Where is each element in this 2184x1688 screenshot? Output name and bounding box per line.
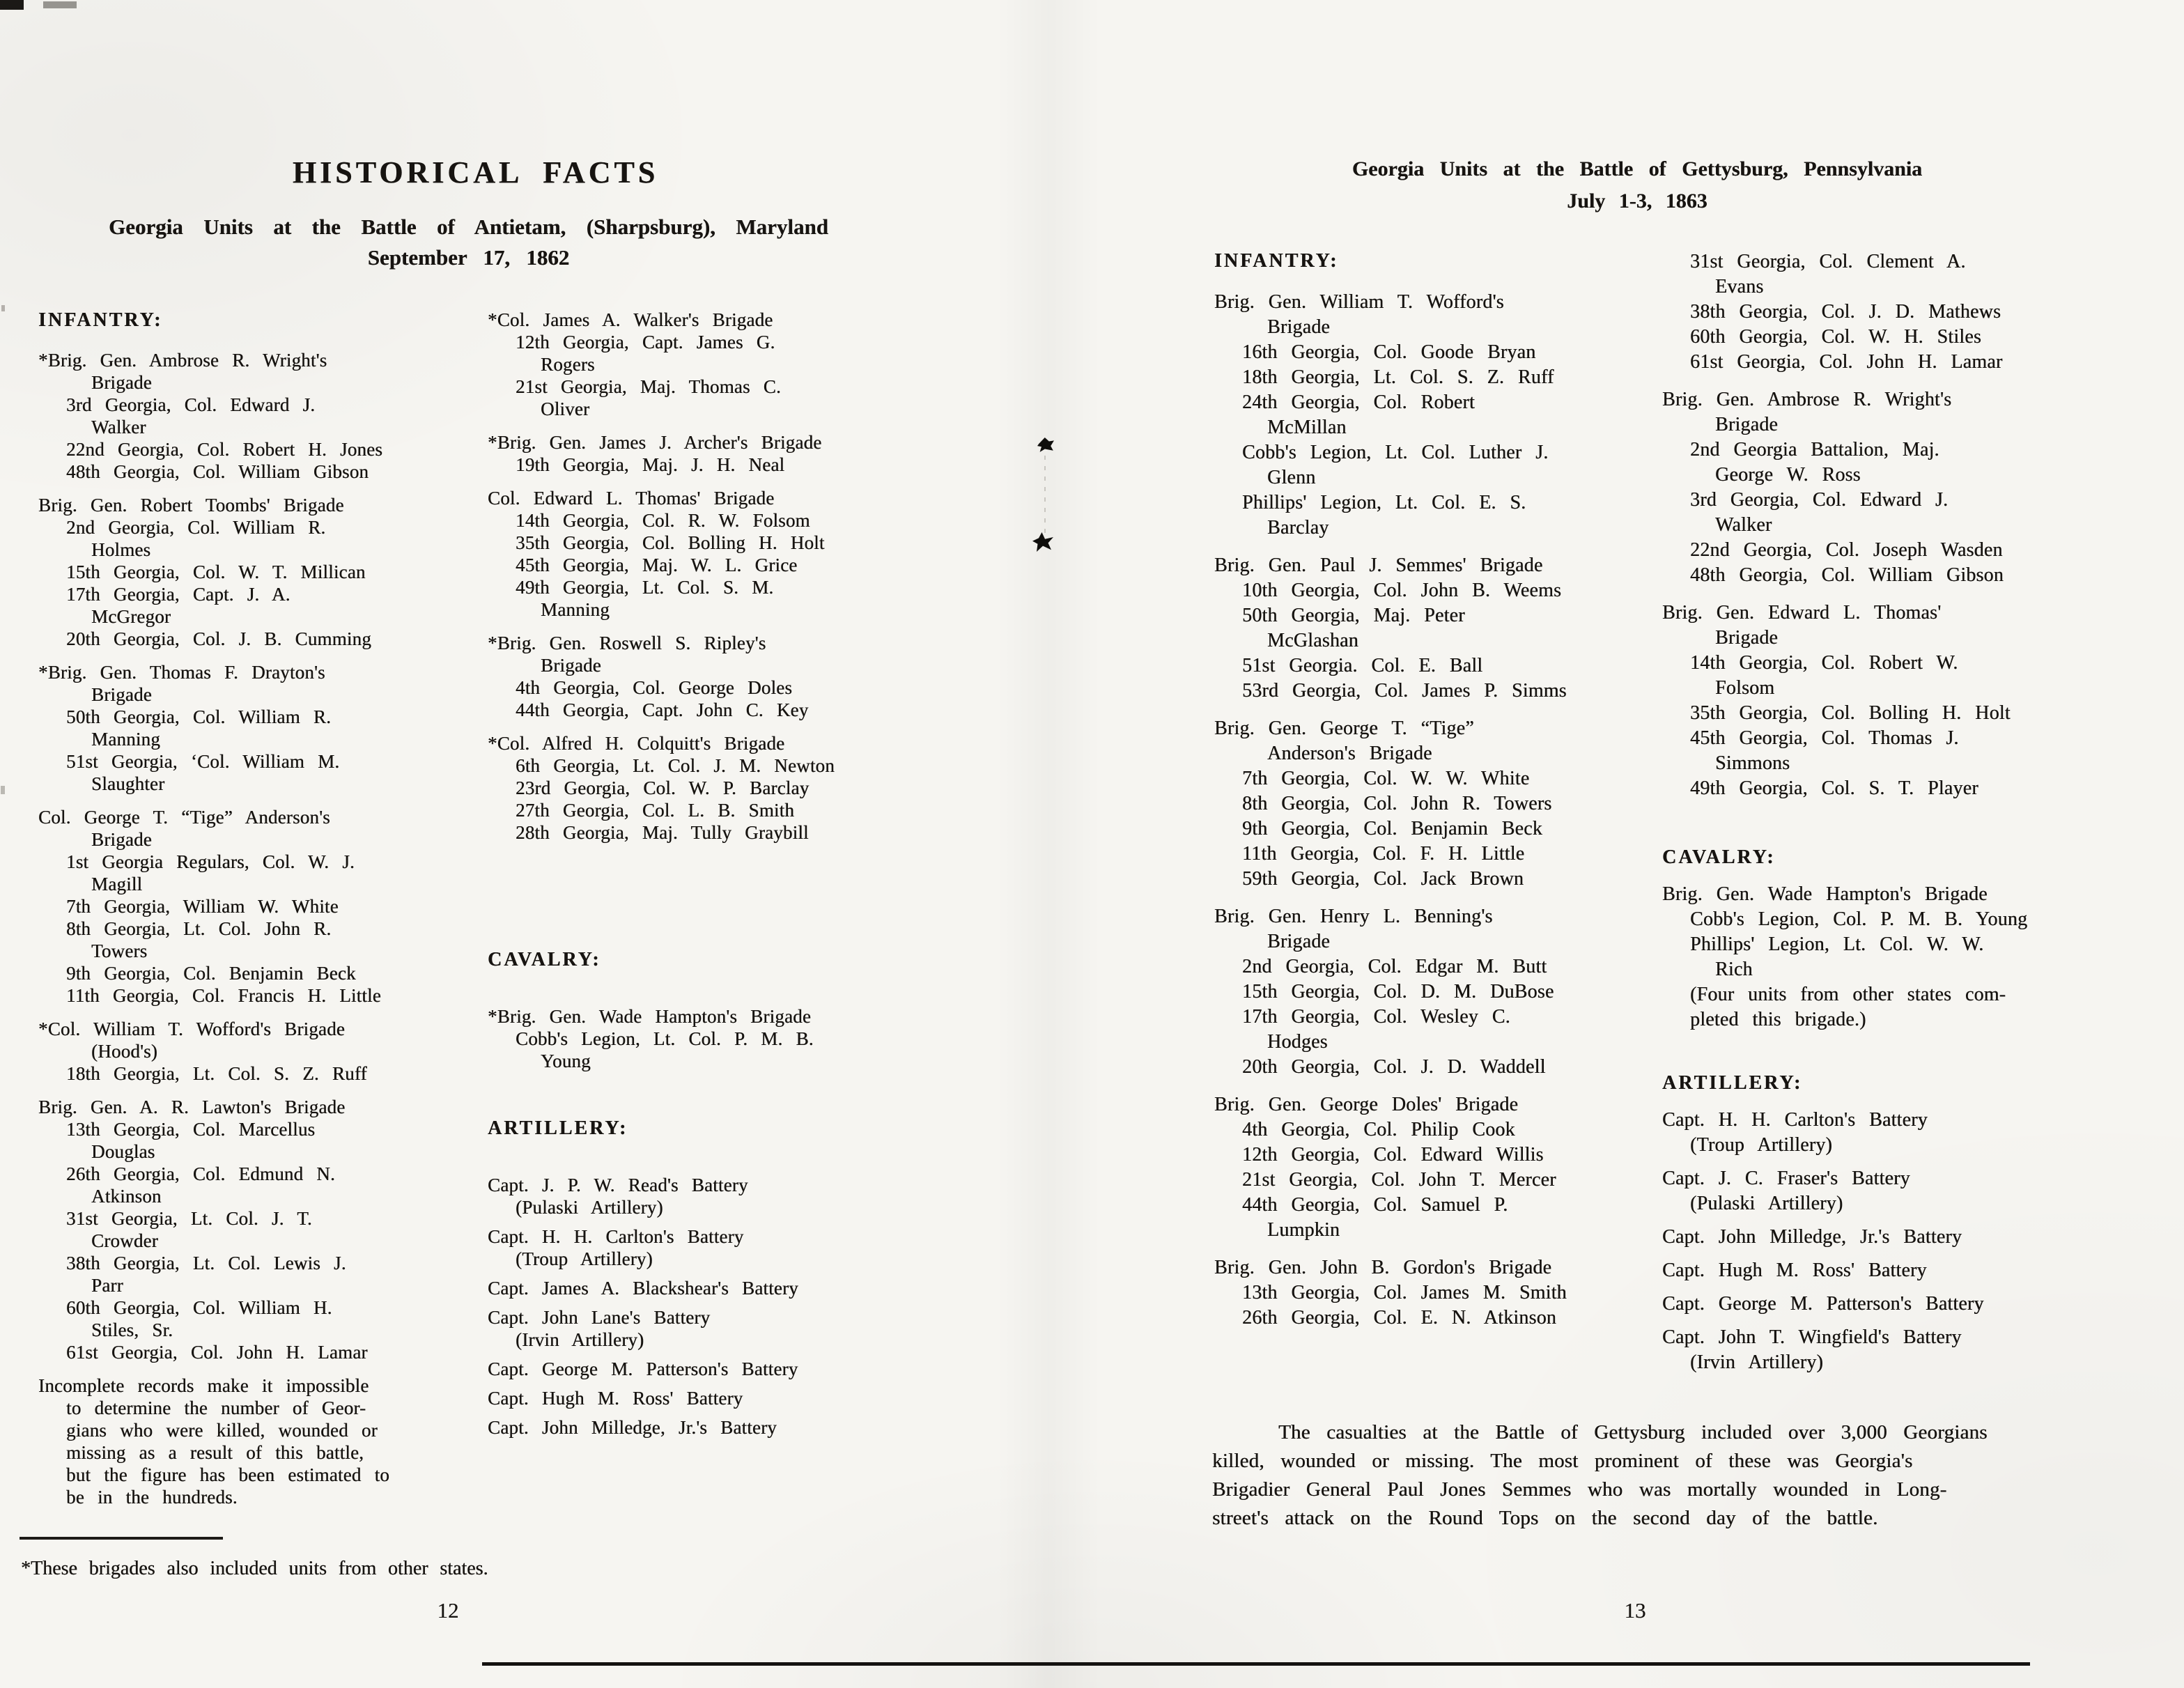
unit-line: Cobb's Legion, Col. P. M. B. Young <box>1690 908 2028 930</box>
unit-line-continuation: Crowder <box>91 1230 158 1251</box>
unit-line: 38th Georgia, Lt. Col. Lewis J. <box>66 1253 346 1273</box>
battery-entry-line: Capt. George M. Patterson's Battery <box>488 1358 798 1379</box>
unit-line: 18th Georgia, Lt. Col. S. Z. Ruff <box>66 1063 367 1084</box>
battery-entry <box>1662 1108 2101 1158</box>
brigade-head-continuation: Brigade <box>541 655 601 676</box>
brigade-head: Brig. Gen. Paul J. Semmes' Brigade <box>1214 555 1543 576</box>
brigade-group <box>1662 249 2101 375</box>
battery-entry-line: Capt. J. C. Fraser's Battery <box>1662 1168 1910 1189</box>
closing-paragraph-line: Brigadier General Paul Jones Semmes who was mortally wounded in Long- <box>1212 1478 1947 1501</box>
unit-line: 61st Georgia, Col. John H. Lamar <box>1690 351 2003 373</box>
brigade-head: *Brig. Gen. Wade Hampton's Brigade <box>488 1006 812 1027</box>
brigade-group <box>1662 387 2101 588</box>
unit-line: 22nd Georgia, Col. Robert H. Jones <box>66 439 383 460</box>
unit-line: pleted this brigade.) <box>1690 1009 1866 1030</box>
battery-entry-line: Capt. John Milledge, Jr.'s Battery <box>1662 1226 1962 1248</box>
unit-line: 4th Georgia, Col. Philip Cook <box>1242 1119 1515 1140</box>
brigade-head: *Col. William T. Wofford's Brigade <box>38 1019 345 1039</box>
brigade-head: Brig. Gen. George Doles' Brigade <box>1214 1094 1519 1115</box>
unit-line: 12th Georgia, Col. Edward Willis <box>1242 1144 1544 1166</box>
unit-line: 49th Georgia, Col. S. T. Player <box>1690 777 1978 799</box>
brigade-head: Brig. Gen. John B. Gordon's Brigade <box>1214 1257 1552 1278</box>
unit-line: 35th Georgia, Col. Bolling H. Holt <box>516 532 825 553</box>
closing-paragraph <box>1212 1418 2076 1533</box>
unit-line: 11th Georgia, Col. Francis H. Little <box>66 985 381 1006</box>
footnote: *These brigades also included units from other states. <box>21 1558 488 1579</box>
unit-line: 27th Georgia, Col. L. B. Smith <box>516 800 795 821</box>
brigade-head-continuation: (Hood's) <box>91 1041 157 1062</box>
unit-line: Phillips' Legion, Lt. Col. E. S. <box>1242 492 1526 513</box>
battery-entry-continuation: (Irvin Artillery) <box>516 1329 644 1350</box>
paragraph-line: to determine the number of Geor- <box>66 1397 366 1418</box>
brigade-head: *Brig. Gen. Roswell S. Ripley's <box>488 633 766 653</box>
brigade-head: Col. George T. “Tige” Anderson's <box>38 807 330 828</box>
section-heading-label: ARTILLERY: <box>1662 1072 1803 1094</box>
brigade-head: *Col. James A. Walker's Brigade <box>488 309 773 330</box>
brigade-head-continuation: Brigade <box>1715 414 1779 435</box>
unit-line: 15th Georgia, Col. W. T. Millican <box>66 562 366 582</box>
unit-line-continuation: George W. Ross <box>1715 464 1861 486</box>
scan-corner-mark-2 <box>43 1 77 8</box>
ink-blot-trail <box>1044 456 1046 534</box>
brigade-head: Brig. Gen. William T. Wofford's <box>1214 291 1504 313</box>
unit-line: 23rd Georgia, Col. W. P. Barclay <box>516 777 810 798</box>
unit-line-continuation: Rich <box>1715 959 1753 980</box>
battery-entry-line: Capt. George M. Patterson's Battery <box>1662 1293 1984 1315</box>
unit-line-continuation: Towers <box>91 940 148 961</box>
unit-line-continuation: Manning <box>541 599 610 620</box>
section-heading <box>1662 1071 2101 1095</box>
page-number-left: 12 <box>437 1598 459 1623</box>
brigade-group <box>1214 904 1653 1080</box>
unit-line: 60th Georgia, Col. W. H. Stiles <box>1690 326 1981 348</box>
unit-line-continuation: Simmons <box>1715 752 1790 774</box>
brigade-head: *Brig. Gen. Thomas F. Drayton's <box>38 662 325 683</box>
unit-line-continuation: Douglas <box>91 1141 155 1162</box>
unit-line: 13th Georgia, Col. James M. Smith <box>1242 1282 1567 1303</box>
unit-line-continuation: Rogers <box>541 354 595 375</box>
unit-line: 48th Georgia, Col. William Gibson <box>66 461 369 482</box>
brigade-group <box>1662 882 2101 1032</box>
unit-line: 53rd Georgia, Col. James P. Simms <box>1242 680 1567 702</box>
battery-entry-continuation: (Troup Artillery) <box>1690 1134 1832 1156</box>
unit-line: 11th Georgia, Col. F. H. Little <box>1242 843 1525 865</box>
unit-line: 22nd Georgia, Col. Joseph Wasden <box>1690 539 2003 561</box>
bottom-scan-line <box>482 1662 2030 1666</box>
unit-line: 51st Georgia, ‘Col. William M. <box>66 751 340 772</box>
unit-line-continuation: Walker <box>1715 514 1772 536</box>
unit-line: 3rd Georgia, Col. Edward J. <box>66 394 316 415</box>
left-page-subtitle-line1: Georgia Units at the Battle of Antietam, (Sharpsburg), Maryland <box>109 215 828 239</box>
unit-line-continuation: Holmes <box>91 539 151 560</box>
brigade-head: *Brig. Gen. James J. Archer's Brigade <box>488 432 822 453</box>
brigade-group <box>1214 716 1653 892</box>
battery-entry-line: Capt. Hugh M. Ross' Battery <box>1662 1260 1927 1281</box>
unit-line: 2nd Georgia Battalion, Maj. <box>1690 439 1939 460</box>
battery-entry <box>1662 1225 2101 1250</box>
unit-line: 1st Georgia Regulars, Col. W. J. <box>66 851 355 872</box>
unit-line: 7th Georgia, Col. W. W. White <box>1242 768 1530 789</box>
brigade-group <box>1214 1092 1653 1243</box>
unit-line: 48th Georgia, Col. William Gibson <box>1690 564 2004 586</box>
scan-speck <box>1 305 5 311</box>
battery-entry-line: Capt. Hugh M. Ross' Battery <box>488 1388 743 1409</box>
unit-line: 26th Georgia, Col. Edmund N. <box>66 1163 335 1184</box>
unit-line: 2nd Georgia, Col. William R. <box>66 517 326 538</box>
brigade-head: Brig. Gen. George T. “Tige” <box>1214 718 1474 739</box>
unit-line: 13th Georgia, Col. Marcellus <box>66 1119 316 1140</box>
paragraph-line: Incomplete records make it impossible <box>38 1375 369 1396</box>
unit-line-continuation: Barclay <box>1267 517 1329 539</box>
unit-line: 20th Georgia, Col. J. B. Cumming <box>66 628 371 649</box>
unit-line-continuation: Glenn <box>1267 467 1316 488</box>
unit-line: Cobb's Legion, Lt. Col. P. M. B. <box>516 1028 814 1049</box>
right-page-title-line2: July 1-3, 1863 <box>1567 189 1707 212</box>
unit-line: 20th Georgia, Col. J. D. Waddell <box>1242 1056 1546 1078</box>
brigade-head-continuation: Brigade <box>1267 316 1331 338</box>
unit-line: 49th Georgia, Lt. Col. S. M. <box>516 577 774 598</box>
brigade-group <box>1214 1255 1653 1331</box>
unit-line-continuation: Young <box>541 1051 591 1071</box>
brigade-group <box>1214 553 1653 704</box>
unit-line: 61st Georgia, Col. John H. Lamar <box>66 1342 368 1363</box>
unit-line: 19th Georgia, Maj. J. H. Neal <box>516 454 785 475</box>
unit-line-continuation: Folsom <box>1715 677 1775 699</box>
page-number-right: 13 <box>1624 1598 1646 1623</box>
unit-line: 14th Georgia, Col. R. W. Folsom <box>516 510 810 531</box>
brigade-head: Brig. Gen. Robert Toombs' Brigade <box>38 495 344 516</box>
gutter-shadow <box>996 0 1101 1688</box>
brigade-head-continuation: Brigade <box>1715 627 1779 649</box>
unit-line: 14th Georgia, Col. Robert W. <box>1690 652 1958 674</box>
unit-line-continuation: Stiles, Sr. <box>91 1319 173 1340</box>
brigade-head: *Brig. Gen. Ambrose R. Wright's <box>38 350 327 371</box>
right-page-column-2 <box>1662 249 2101 1384</box>
unit-line: 3rd Georgia, Col. Edward J. <box>1690 489 1949 511</box>
closing-paragraph-line: street's attack on the Round Tops on the second day of the battle. <box>1212 1507 1878 1529</box>
unit-line: 18th Georgia, Lt. Col. S. Z. Ruff <box>1242 366 1554 388</box>
section-heading-label: ARTILLERY: <box>488 1117 628 1139</box>
unit-line-continuation: Evans <box>1715 276 1764 297</box>
brigade-group <box>1662 601 2101 801</box>
scan-corner-mark <box>0 0 24 10</box>
unit-line: 31st Georgia, Lt. Col. J. T. <box>66 1208 312 1229</box>
paragraph-line: be in the hundreds. <box>66 1487 238 1508</box>
unit-line-continuation: Lumpkin <box>1267 1219 1340 1241</box>
unit-line: 28th Georgia, Maj. Tully Graybill <box>516 822 809 843</box>
battery-entry-line: Capt. H. H. Carlton's Battery <box>488 1226 744 1247</box>
brigade-head: Brig. Gen. Wade Hampton's Brigade <box>1662 883 1988 905</box>
unit-line: 8th Georgia, Col. John R. Towers <box>1242 793 1552 814</box>
brigade-head: Brig. Gen. Edward L. Thomas' <box>1662 602 1942 624</box>
paragraph-line: but the figure has been estimated to <box>66 1464 389 1485</box>
unit-line: 10th Georgia, Col. John B. Weems <box>1242 580 1562 601</box>
unit-line: 38th Georgia, Col. J. D. Mathews <box>1690 301 2001 323</box>
section-heading-label: INFANTRY: <box>1214 250 1339 272</box>
unit-line: 60th Georgia, Col. William H. <box>66 1297 332 1318</box>
unit-line: (Four units from other states com- <box>1690 984 2006 1005</box>
unit-line: 35th Georgia, Col. Bolling H. Holt <box>1690 702 2011 724</box>
brigade-head: Brig. Gen. Ambrose R. Wright's <box>1662 389 1952 410</box>
unit-line-continuation: Oliver <box>541 398 590 419</box>
unit-line: 31st Georgia, Col. Clement A. <box>1690 251 1966 272</box>
section-heading-label: CAVALRY: <box>1662 846 1776 868</box>
unit-line-continuation: Manning <box>91 729 160 750</box>
unit-line: 45th Georgia, Maj. W. L. Grice <box>516 555 798 575</box>
unit-line: 51st Georgia. Col. E. Ball <box>1242 655 1483 676</box>
brigade-head: Brig. Gen. A. R. Lawton's Brigade <box>38 1097 346 1117</box>
unit-line: Phillips' Legion, Lt. Col. W. W. <box>1690 934 1984 955</box>
unit-line: 17th Georgia, Col. Wesley C. <box>1242 1006 1510 1028</box>
brigade-head-continuation: Brigade <box>91 372 152 393</box>
unit-line: 21st Georgia, Maj. Thomas C. <box>516 376 781 397</box>
brigade-head-continuation: Brigade <box>91 684 152 705</box>
unit-line-continuation: Walker <box>91 417 146 438</box>
unit-line: 44th Georgia, Capt. John C. Key <box>516 699 809 720</box>
right-page-title-line1: Georgia Units at the Battle of Gettysburg, Pennsylvania <box>1352 157 1923 180</box>
unit-line: 2nd Georgia, Col. Edgar M. Butt <box>1242 956 1547 977</box>
unit-line: 16th Georgia, Col. Goode Bryan <box>1242 341 1536 363</box>
battery-entry-line: Capt. James A. Blackshear's Battery <box>488 1278 798 1299</box>
unit-line: 8th Georgia, Lt. Col. John R. <box>66 918 332 939</box>
brigade-head: Brig. Gen. Henry L. Benning's <box>1214 906 1493 927</box>
battery-entry-line: Capt. H. H. Carlton's Battery <box>1662 1109 1928 1131</box>
battery-entry-line: Capt. John T. Wingfield's Battery <box>1662 1326 1962 1348</box>
unit-line-continuation: McGregor <box>91 606 171 627</box>
section-heading <box>1662 846 2101 869</box>
left-page-subtitle-line2: September 17, 1862 <box>367 245 570 270</box>
battery-entry-line: Capt. John Lane's Battery <box>488 1307 711 1328</box>
battery-entry-line: Capt. J. P. W. Read's Battery <box>488 1175 748 1195</box>
battery-entry-continuation: (Pulaski Artillery) <box>1690 1193 1843 1214</box>
unit-line-continuation: Atkinson <box>91 1186 162 1207</box>
unit-line: 50th Georgia, Col. William R. <box>66 706 332 727</box>
brigade-head: *Col. Alfred H. Colquitt's Brigade <box>488 733 785 754</box>
unit-line: 12th Georgia, Capt. James G. <box>516 332 775 353</box>
battery-entry-continuation: (Pulaski Artillery) <box>516 1197 663 1218</box>
scan-speck <box>1 786 5 794</box>
closing-paragraph-line: killed, wounded or missing. The most prominent of these was Georgia's <box>1212 1450 1913 1472</box>
battery-entry <box>1662 1258 2101 1283</box>
section-heading-label: CAVALRY: <box>488 949 601 970</box>
unit-line: 9th Georgia, Col. Benjamin Beck <box>66 963 356 984</box>
section-heading-label: INFANTRY: <box>38 309 163 331</box>
unit-line-continuation: Hodges <box>1267 1031 1328 1053</box>
unit-line: 44th Georgia, Col. Samuel P. <box>1242 1194 1508 1216</box>
unit-line: 24th Georgia, Col. Robert <box>1242 392 1475 413</box>
unit-line: 21st Georgia, Col. John T. Mercer <box>1242 1169 1556 1191</box>
battery-entry <box>1662 1292 2101 1317</box>
battery-entry-continuation: (Troup Artillery) <box>516 1248 653 1269</box>
battery-entry <box>1662 1166 2101 1216</box>
unit-line: 17th Georgia, Capt. J. A. <box>66 584 291 605</box>
closing-paragraph-line: The casualties at the Battle of Gettysburg included over 3,000 Georgians <box>1278 1421 1988 1443</box>
unit-line: 15th Georgia, Col. D. M. DuBose <box>1242 981 1554 1002</box>
battery-entry <box>1662 1325 2101 1375</box>
unit-line: 7th Georgia, William W. White <box>66 896 339 917</box>
right-page-column-1 <box>1214 249 1653 1343</box>
page-title: HISTORICAL FACTS <box>292 155 659 189</box>
unit-line: 26th Georgia, Col. E. N. Atkinson <box>1242 1307 1556 1329</box>
brigade-head: Col. Edward L. Thomas' Brigade <box>488 488 775 509</box>
unit-line: 50th Georgia, Maj. Peter <box>1242 605 1465 626</box>
brigade-head-continuation: Brigade <box>1267 931 1331 952</box>
unit-line-continuation: Magill <box>91 874 143 895</box>
unit-line-continuation: Parr <box>91 1275 123 1296</box>
battery-entry-continuation: (Irvin Artillery) <box>1690 1352 1823 1373</box>
section-heading <box>1214 249 1653 273</box>
brigade-head-continuation: Brigade <box>91 829 152 850</box>
unit-line-continuation: Slaughter <box>91 773 165 794</box>
paragraph-line: gians who were killed, wounded or <box>66 1420 378 1441</box>
unit-line-continuation: McMillan <box>1267 417 1347 438</box>
brigade-head-continuation: Anderson's Brigade <box>1267 743 1432 764</box>
unit-line: 59th Georgia, Col. Jack Brown <box>1242 868 1524 890</box>
unit-line: 6th Georgia, Lt. Col. J. M. Newton <box>516 755 835 776</box>
battery-entry-line: Capt. John Milledge, Jr.'s Battery <box>488 1417 777 1438</box>
unit-line: 45th Georgia, Col. Thomas J. <box>1690 727 1959 749</box>
unit-line-continuation: McGlashan <box>1267 630 1358 651</box>
brigade-group <box>1214 290 1653 541</box>
unit-line: Cobb's Legion, Lt. Col. Luther J. <box>1242 442 1549 463</box>
paragraph-line: missing as a result of this battle, <box>66 1442 364 1463</box>
unit-line: 4th Georgia, Col. George Doles <box>516 677 793 698</box>
unit-line: 9th Georgia, Col. Benjamin Beck <box>1242 818 1542 839</box>
